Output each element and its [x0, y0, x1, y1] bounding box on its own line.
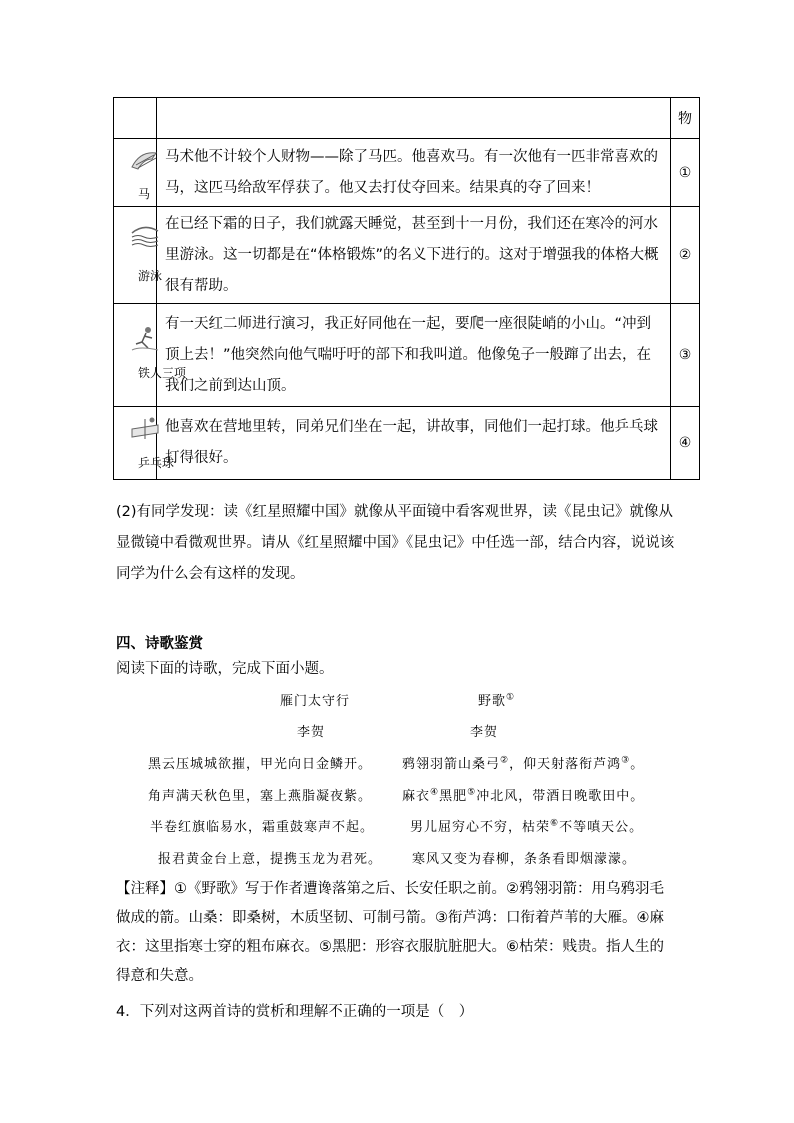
poem2-title: 野歌①: [478, 692, 516, 709]
row-text: 马术他不计较个人财物——除了马匹。他喜欢马。有一次他有一匹非常喜欢的马，这匹马给敌军俘获了。他又去打仗夺回来。结果真的夺了回来！: [157, 139, 671, 207]
question-4: 4．下列对这两首诗的赏析和理解不正确的一项是（ ）: [116, 1004, 474, 1020]
poem2-line: 寒风又变为春柳，条条看即烟濛濛。: [412, 852, 637, 867]
table-pic-cell: [114, 407, 175, 480]
swimming-icon: [130, 221, 160, 251]
row-text: 在已经下霜的日子，我们就露天睡觉，甚至到十一月份，我们还在寒冷的河水里游泳。这一切都是在“体格锻炼”的名义下进行的。这对于增强我的体格大概很有帮助。: [157, 207, 671, 304]
table-header-text-cell: [157, 98, 671, 139]
table-row: [114, 139, 700, 207]
ping-pong-icon: [130, 415, 160, 445]
poem2-line: 麻衣④黑肥⑤冲北风，带酒日晚歌田中。: [402, 787, 645, 804]
row-number: ②: [671, 207, 700, 304]
row-text: 有一天红二师进行演习，我正好同他在一起，要爬一座很陡峭的小山。“冲到顶上去！”他突然向他气喘吁吁的部下和我叫道。他像兔子一般蹿了出去，在我们之前到达山顶。: [157, 304, 671, 407]
table-header-right-cell: 物: [671, 98, 700, 139]
question-2: (2)有同学发现：读《红星照耀中国》就像从平面镜中看客观世界，读《昆虫记》就像从显微镜中看微观世界。请从《红星照耀中国》《昆虫记》中任选一部，结合内容，说说该同学为什么会有这样的发现。: [116, 504, 675, 582]
triathlon-icon: [130, 324, 160, 354]
poem2-author: 李贺: [470, 725, 499, 740]
row-number: ③: [671, 304, 700, 407]
poem2-line: 鸦翎羽箭山桑弓②，仰天射落衔芦鸿③。: [402, 755, 645, 772]
annotations: 【注释】①《野歌》写于作者遭谗落第之后、长安任职之前。②鸦翎羽箭：用乌鸦羽毛做成的箭。山桑：即桑树，木质坚韧、可制弓箭。③衔芦鸿：口衔着芦苇的大雁。④麻衣：这里指寒士穿的粗布麻衣。⑤黑肥：形容衣服肮脏肥大。⑥枯荣：贱贵。指人生的得意和失意。: [116, 881, 664, 984]
reading-table: [113, 97, 700, 480]
row-number: ④: [671, 407, 700, 480]
poem1-title: 雁门太守行: [280, 694, 351, 709]
row-label: 乒乓球: [138, 456, 175, 470]
poem1-author: 李贺: [297, 725, 326, 740]
horse-icon: [130, 145, 160, 175]
poem2-line: 男儿屈穷心不穷，枯荣⑥不等嗔天公。: [410, 818, 644, 835]
row-label: 马: [138, 187, 151, 201]
row-label: 铁人三项: [138, 366, 187, 380]
table-pic-cell: [114, 139, 157, 207]
table-header-pic-cell: [114, 98, 157, 139]
poem1-line: 黑云压城城欲摧，甲光向日金鳞开。: [148, 757, 373, 772]
poem1-line: 报君黄金台上意，提携玉龙为君死。: [158, 852, 383, 867]
section-title: 四、诗歌鉴赏: [116, 636, 203, 652]
table-row: [114, 304, 700, 407]
table-row: [114, 207, 700, 304]
row-text: 他喜欢在营地里转，同弟兄们坐在一起，讲故事，同他们一起打球。他乒乓球打得很好。: [157, 407, 671, 480]
row-number: ①: [671, 139, 700, 207]
table-pic-cell: [114, 304, 187, 407]
table-header-row: [114, 98, 700, 139]
table-pic-cell: [114, 207, 163, 304]
poem1-line: 角声满天秋色里，塞上燕脂凝夜紫。: [148, 789, 373, 804]
row-label: 游泳: [138, 269, 163, 283]
instruction: 阅读下面的诗歌，完成下面小题。: [116, 661, 334, 677]
table-row: [114, 407, 700, 480]
poem1-line: 半卷红旗临易水，霜重鼓寒声不起。: [150, 820, 375, 835]
